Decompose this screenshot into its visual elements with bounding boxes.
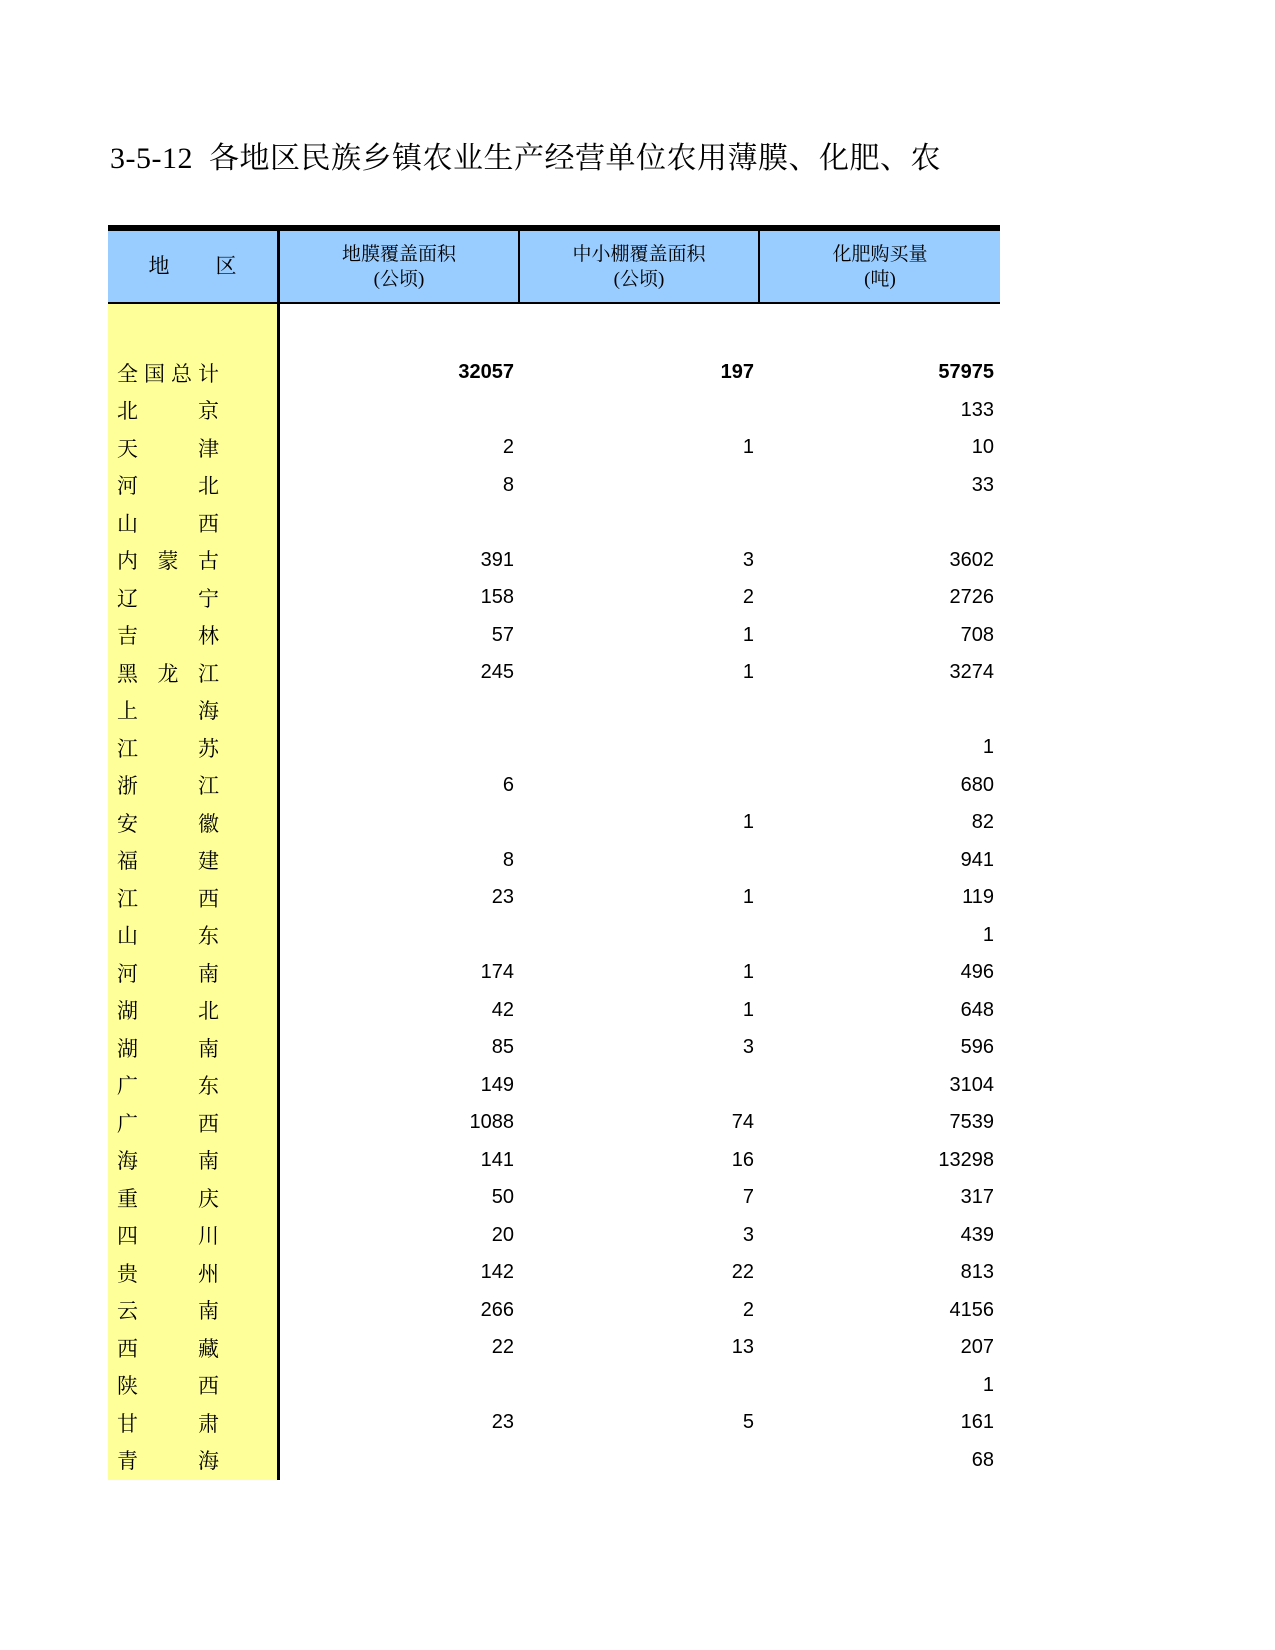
- value-cell: [520, 1067, 760, 1105]
- table-header-row: [108, 225, 1000, 304]
- region-label: 山 西: [117, 511, 219, 536]
- value-cell: [520, 392, 760, 430]
- value-cell: 3274: [949, 661, 994, 684]
- region-label: 山 东: [117, 924, 219, 949]
- region-cell: [108, 729, 280, 767]
- table-row: [108, 992, 1000, 1030]
- region-cell: [108, 542, 280, 580]
- value-cell: 207: [960, 1336, 994, 1359]
- table-row: [108, 917, 1000, 955]
- value-cell: 3602: [949, 548, 994, 571]
- value-cell: 6: [502, 773, 514, 796]
- value-cell: 149: [480, 1073, 514, 1096]
- region-cell: [108, 692, 280, 730]
- value-cell: 7539: [949, 1111, 994, 1134]
- value-cell: 941: [960, 848, 994, 871]
- region-label: 四 川: [117, 1224, 219, 1249]
- header-cell-mulch-film-area: [280, 231, 520, 302]
- header-cell-region: [108, 231, 280, 302]
- header-label: 地膜覆盖面积: [341, 243, 456, 265]
- region-label: 北 京: [117, 399, 219, 424]
- table-row: [108, 617, 1000, 655]
- table-row: [108, 767, 1000, 805]
- region-cell: [108, 954, 280, 992]
- value-cell: 317: [960, 1186, 994, 1209]
- value-cell: [280, 917, 520, 955]
- value-cell: 33: [971, 473, 994, 496]
- value-cell: 1: [982, 1373, 994, 1396]
- value-cell: 4156: [949, 1298, 994, 1321]
- header-unit: (公顷): [373, 268, 425, 290]
- value-cell: 1: [742, 811, 754, 834]
- header-region-label: 地 区: [148, 254, 237, 278]
- region-cell: [108, 354, 280, 392]
- table-row: [108, 729, 1000, 767]
- table-row: [108, 1367, 1000, 1405]
- value-cell: 2: [742, 1298, 754, 1321]
- value-cell: 16: [731, 1148, 754, 1171]
- region-label: 湖 北: [117, 999, 219, 1024]
- table-row: [108, 1329, 1000, 1367]
- value-cell: [760, 692, 1000, 730]
- value-cell: 23: [491, 886, 514, 909]
- value-cell: 5: [742, 1411, 754, 1434]
- table-row: [108, 392, 1000, 430]
- value-cell: [280, 729, 520, 767]
- region-cell: [108, 992, 280, 1030]
- value-cell: 1: [742, 961, 754, 984]
- region-cell: [108, 1029, 280, 1067]
- region-label: 安 徽: [117, 811, 219, 836]
- value-cell: [280, 392, 520, 430]
- region-label: 辽 宁: [117, 586, 219, 611]
- header-label: 中小棚覆盖面积: [572, 243, 706, 265]
- table-row: [108, 354, 1000, 392]
- value-cell: 13: [731, 1336, 754, 1359]
- value-cell: 7: [742, 1186, 754, 1209]
- value-cell: 119: [962, 886, 994, 909]
- region-label: 全 国 总 计: [117, 361, 219, 386]
- region-cell: [108, 1292, 280, 1330]
- table-row: [108, 1179, 1000, 1217]
- value-cell: 3: [742, 548, 754, 571]
- value-cell: 1: [982, 923, 994, 946]
- header-label: 化肥购买量: [832, 243, 928, 265]
- region-label: 陕 西: [117, 1374, 219, 1399]
- table-row: [108, 429, 1000, 467]
- value-cell: [280, 1442, 520, 1480]
- value-cell: 174: [480, 961, 514, 984]
- region-label: 内 蒙 古: [117, 549, 219, 574]
- table-row: [108, 1142, 1000, 1180]
- table-row: [108, 842, 1000, 880]
- value-cell: 1: [742, 661, 754, 684]
- blank-row: [108, 304, 1000, 354]
- region-cell: [108, 392, 280, 430]
- table-row: [108, 1217, 1000, 1255]
- region-cell: [108, 1142, 280, 1180]
- value-cell: 57: [491, 623, 514, 646]
- region-cell: [108, 917, 280, 955]
- value-cell: 245: [480, 661, 514, 684]
- region-label: 河 北: [117, 474, 219, 499]
- header-unit: (公顷): [613, 268, 665, 290]
- region-label: 湖 南: [117, 1036, 219, 1061]
- value-cell: [280, 504, 520, 542]
- region-label: 海 南: [117, 1149, 219, 1174]
- value-cell: 8: [502, 848, 514, 871]
- value-cell: 197: [720, 361, 754, 384]
- table-row: [108, 804, 1000, 842]
- value-cell: 20: [491, 1223, 514, 1246]
- value-cell: [520, 729, 760, 767]
- value-cell: 648: [960, 998, 994, 1021]
- value-cell: 1088: [469, 1111, 514, 1134]
- header-cell-greenhouse-area: [520, 231, 760, 302]
- value-cell: 3: [742, 1223, 754, 1246]
- value-cell: 50: [491, 1186, 514, 1209]
- value-cell: 596: [960, 1036, 994, 1059]
- region-label: 福 建: [117, 849, 219, 874]
- value-cell: 266: [480, 1298, 514, 1321]
- region-label: 河 南: [117, 961, 219, 986]
- value-cell: 391: [480, 548, 514, 571]
- value-cell: [280, 692, 520, 730]
- region-label: 青 海: [117, 1449, 219, 1474]
- region-label: 浙 江: [117, 774, 219, 799]
- region-cell: [108, 504, 280, 542]
- region-label: 西 藏: [117, 1336, 219, 1361]
- region-cell: [108, 579, 280, 617]
- table-row: [108, 954, 1000, 992]
- value-cell: 1: [742, 998, 754, 1021]
- region-cell: [108, 429, 280, 467]
- region-label: 江 西: [117, 886, 219, 911]
- value-cell: 32057: [458, 361, 514, 384]
- table-row: [108, 879, 1000, 917]
- region-label: 天 津: [117, 436, 219, 461]
- header-unit: (吨): [864, 268, 896, 290]
- table-row: [108, 1292, 1000, 1330]
- value-cell: [520, 504, 760, 542]
- region-label: 江 苏: [117, 736, 219, 761]
- region-cell: [108, 1067, 280, 1105]
- value-cell: 22: [491, 1336, 514, 1359]
- value-cell: 2: [502, 436, 514, 459]
- value-cell: [760, 504, 1000, 542]
- value-cell: 1: [982, 736, 994, 759]
- region-cell: [108, 1217, 280, 1255]
- value-cell: 82: [971, 811, 994, 834]
- value-cell: 813: [960, 1261, 994, 1284]
- value-cell: 57975: [938, 361, 994, 384]
- region-cell: [108, 1404, 280, 1442]
- value-cell: [520, 1367, 760, 1405]
- region-cell: [108, 842, 280, 880]
- region-cell: [108, 879, 280, 917]
- region-label: 广 东: [117, 1074, 219, 1099]
- value-cell: 13298: [938, 1148, 994, 1171]
- table-row: [108, 542, 1000, 580]
- table-row: [108, 1254, 1000, 1292]
- value-cell: 680: [960, 773, 994, 796]
- table-row: [108, 579, 1000, 617]
- value-cell: 439: [960, 1223, 994, 1246]
- value-cell: 496: [960, 961, 994, 984]
- region-cell: [108, 1254, 280, 1292]
- value-cell: 1: [742, 436, 754, 459]
- value-cell: 158: [480, 586, 514, 609]
- value-cell: 3104: [949, 1073, 994, 1096]
- region-cell: [108, 1179, 280, 1217]
- value-cell: 708: [960, 623, 994, 646]
- region-label: 吉 林: [117, 624, 219, 649]
- table-row: [108, 1104, 1000, 1142]
- page-title: 3-5-12 各地区民族乡镇农业生产经营单位农用薄膜、化肥、农: [110, 142, 941, 175]
- value-cell: 1: [742, 886, 754, 909]
- value-cell: 2: [742, 586, 754, 609]
- value-cell: 8: [502, 473, 514, 496]
- value-cell: 23: [491, 1411, 514, 1434]
- region-label: 上 海: [117, 699, 219, 724]
- region-cell: [108, 467, 280, 505]
- region-cell: [108, 1104, 280, 1142]
- table-row: [108, 654, 1000, 692]
- region-cell: [108, 1367, 280, 1405]
- table-row: [108, 1442, 1000, 1480]
- header-cell-fertilizer-purchase: [760, 231, 1000, 302]
- table-body: [108, 304, 1000, 1480]
- value-cell: [520, 842, 760, 880]
- region-cell: [108, 1442, 280, 1480]
- table-row: [108, 1404, 1000, 1442]
- value-cell: 85: [491, 1036, 514, 1059]
- value-cell: 133: [960, 398, 994, 421]
- region-label: 黑 龙 江: [117, 661, 219, 686]
- value-cell: 10: [971, 436, 994, 459]
- table-row: [108, 692, 1000, 730]
- value-cell: 142: [480, 1261, 514, 1284]
- table-row: [108, 1029, 1000, 1067]
- value-cell: 1: [742, 623, 754, 646]
- region-cell: [108, 804, 280, 842]
- value-cell: [520, 467, 760, 505]
- region-label: 甘 肃: [117, 1411, 219, 1436]
- value-cell: 74: [731, 1111, 754, 1134]
- region-label: 广 西: [117, 1111, 219, 1136]
- value-cell: 161: [960, 1411, 994, 1434]
- value-cell: 3: [742, 1036, 754, 1059]
- region-cell: [108, 654, 280, 692]
- region-label: 贵 州: [117, 1261, 219, 1286]
- value-cell: [520, 917, 760, 955]
- region-cell: [108, 767, 280, 805]
- region-cell: [108, 617, 280, 655]
- value-cell: 68: [971, 1448, 994, 1471]
- table-row: [108, 504, 1000, 542]
- table-row: [108, 467, 1000, 505]
- value-cell: 2726: [949, 586, 994, 609]
- value-cell: [520, 692, 760, 730]
- value-cell: [520, 1442, 760, 1480]
- value-cell: 42: [491, 998, 514, 1021]
- value-cell: 22: [731, 1261, 754, 1284]
- region-label: 云 南: [117, 1299, 219, 1324]
- statistics-table: [108, 225, 1000, 1480]
- value-cell: [280, 804, 520, 842]
- table-row: [108, 1067, 1000, 1105]
- region-label: 重 庆: [117, 1186, 219, 1211]
- value-cell: [520, 767, 760, 805]
- value-cell: [280, 1367, 520, 1405]
- value-cell: 141: [480, 1148, 514, 1171]
- region-cell: [108, 1329, 280, 1367]
